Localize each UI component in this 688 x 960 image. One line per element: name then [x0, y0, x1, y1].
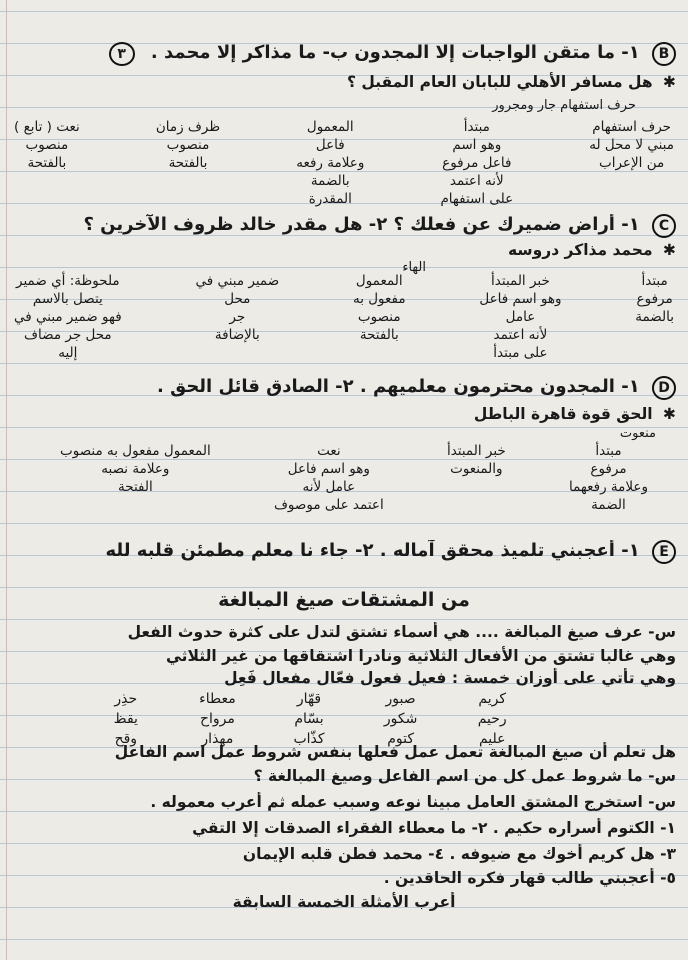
margin-line [6, 0, 7, 960]
section-c-sentence: محمد مذاكر دروسه [508, 241, 653, 259]
pattern-word: مرواح [199, 711, 235, 727]
section-d-sentence: الحق قوة قاهرة الباطل [473, 405, 653, 423]
analysis-col: حرف استفهام مبني لا محل له من الإعراب [589, 119, 674, 171]
section-c-top-labels: الهاء [402, 260, 426, 275]
star-icon: ✱ [663, 241, 676, 259]
section-c-line1 [12, 214, 676, 238]
pattern-word: قهّار [296, 691, 322, 707]
section-d-line1 [12, 376, 676, 400]
analysis-col: المعمول مفعول به منصوب وعلامة نصبه الفتحة [60, 443, 211, 495]
section-b-question: ١- ما متقن الواجبات إلا المجدون ب- ما مذاكر إلا محمد . [150, 42, 640, 63]
section-d-analysis [60, 442, 648, 514]
pattern-word: كذّاب [293, 731, 325, 747]
analysis-col: خبر المبتدأ وهو اسم فاعل عامل لأنه اعتمد على مبتدأ [479, 273, 562, 361]
lesson-q4: س- استخرج المشتق العامل مبينا نوعه وسبب عمله ثم أعرب معموله . [150, 793, 676, 811]
section-b-analysis [14, 118, 674, 208]
section-b-line2 [12, 72, 676, 92]
lesson-footer: أعرب الأمثلة الخمسة السابقة [232, 893, 456, 911]
pattern-word: وقح [114, 731, 138, 747]
analysis-col: مبتدأ مرفوع وعلامة رفعهما الضمة [568, 443, 648, 513]
lesson-q1b: وهي غالبا تشتق من الأفعال الثلاثية ونادرا اشتقاقها من غير الثلاثي [166, 647, 676, 665]
star-icon: ✱ [663, 73, 676, 91]
analysis-col: خبر المبتدأ والمنعوت [446, 443, 506, 477]
section-d-badge: D [652, 376, 676, 400]
analysis-col: ضمير مبني في محل جر بالإضافة [195, 273, 280, 343]
lesson-title: من المشتقات صيغ المبالغة [218, 589, 470, 611]
section-b-line1 [12, 42, 676, 66]
section-b-top-labels: حرف استفهام جار ومجرور [492, 98, 636, 113]
pattern-word: عليم [478, 731, 506, 747]
analysis-col: نعت ( تابع ) منصوب بالفتحة [14, 119, 80, 171]
pattern-word: شكور [383, 711, 418, 727]
pattern-word: كتوم [387, 731, 414, 747]
star-icon: ✱ [663, 405, 676, 423]
pattern-word: معطاء [199, 691, 236, 707]
section-b-number: ٣ [109, 42, 135, 66]
pattern-word: رحيم [477, 711, 507, 727]
lesson-example-3: ٥- أعجبني طالب قهار فكره الحاقدين . [383, 869, 676, 887]
section-c-analysis [14, 272, 674, 362]
section-c-question: ١- أراض ضميرك عن فعلك ؟ ٢- هل مقدر خالد ظروف الآخرين ؟ [83, 214, 640, 235]
lesson-q3: س- ما شروط عمل كل من اسم الفاعل وصيغ المبالغة ؟ [253, 767, 676, 785]
pattern-word: يقظ [113, 711, 138, 727]
pattern-word: حذِر [114, 691, 138, 707]
pattern-word: بسّام [294, 711, 324, 727]
analysis-col: ملحوظة: أي ضمير يتصل بالاسم فهو ضمير مبني في محل جر مضاف إليه [14, 273, 122, 361]
analysis-col: مبتدأ مرفوع بالضمة [635, 273, 674, 325]
analysis-col: مبتدأ وهو اسم فاعل مرفوع لأنه اعتمد على استفهام [440, 119, 514, 207]
section-b-sentence: هل مسافر الأهلي للبابان العام المقبل ؟ [346, 73, 653, 91]
lesson-q1: س- عرف صيغ المبالغة .... هي أسماء تشتق لتدل على كثرة حدوث الفعل [127, 623, 676, 641]
pattern-word: كريم [478, 691, 506, 707]
section-b-badge: B [652, 42, 676, 66]
section-e-badge: E [652, 540, 676, 564]
section-e-question: ١- أعجبني تلميذ محقق آماله . ٢- جاء نا معلم مطمئن قلبه لله [105, 540, 640, 561]
section-c-line2 [12, 240, 676, 260]
lesson-q2: هل تعلم أن صيغ المبالغة تعمل عمل فعلها بنفس شروط عمل اسم الفاعل [114, 743, 676, 761]
lesson-q1c: وهي تأتي على أوزان خمسة : فعيل فعول فعّال مفعال فَعِل [224, 669, 676, 687]
pattern-word: مهذار [201, 731, 234, 747]
section-d-question: ١- المجدون محترمون معلميهم . ٢- الصادق قائل الحق . [157, 376, 640, 397]
patterns-grid [80, 690, 538, 748]
analysis-col: المعمول فاعل وعلامة رفعه بالضمة المقدرة [296, 119, 365, 207]
section-e-line1 [12, 540, 676, 564]
section-c-badge: C [652, 214, 676, 238]
analysis-col: المعمول مفعول به منصوب بالفتحة [352, 273, 406, 343]
section-d-top-labels: منعوت [619, 426, 656, 441]
analysis-col: نعت وهو اسم فاعل عامل لأنه اعتمد على موصوف [273, 443, 384, 513]
lesson-example-1: ١- الكتوم أسراره حكيم . ٢- ما معطاء الفقراء الصدقات إلا التقي [192, 819, 676, 837]
lesson-example-2: ٣- هل كريم أخوك مع ضيوفه . ٤- محمد فطن قلبه الإيمان [242, 845, 676, 863]
pattern-word: صبور [385, 691, 416, 707]
section-d-line2 [12, 404, 676, 424]
analysis-col: ظرف زمان منصوب بالفتحة [155, 119, 221, 171]
